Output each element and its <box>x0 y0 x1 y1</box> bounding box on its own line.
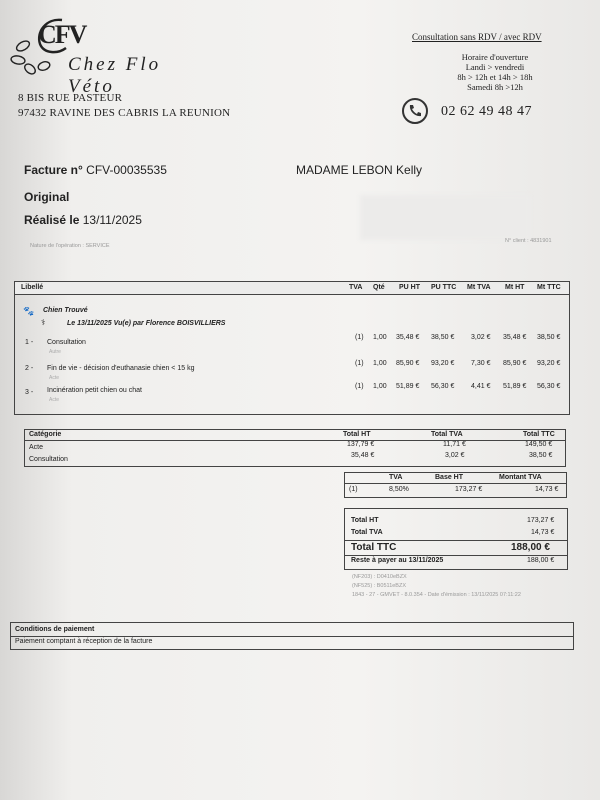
row-mtht: 35,48 € <box>503 334 527 341</box>
conditions-label: Conditions de paiement <box>15 626 95 633</box>
row-mttva: 7,30 € <box>471 360 491 367</box>
row-mtttc: 38,50 € <box>537 334 561 341</box>
conditions-text: Paiement comptant à réception de la facture <box>15 638 153 645</box>
col-qte: Qté <box>373 284 385 291</box>
cat-tva: 3,02 € <box>445 452 465 459</box>
row-puht: 51,89 € <box>396 383 420 390</box>
col-tva: TVA <box>349 284 363 291</box>
hours-line: Landi > vendredi <box>465 62 525 72</box>
col-puht: PU HT <box>399 284 420 291</box>
row-mtttc: 93,20 € <box>537 360 561 367</box>
opening-hours <box>440 52 550 92</box>
total-ttc-label: Total TTC <box>351 542 397 553</box>
totals-box <box>344 508 568 570</box>
vat-rate: 8,50% <box>389 486 409 493</box>
address-line-2: 97432 RAVINE DES CABRIS LA REUNION <box>18 107 231 119</box>
cat-name: Consultation <box>29 456 68 463</box>
row-mtht: 51,89 € <box>503 383 527 390</box>
conditions-divider <box>11 636 573 637</box>
cat-ht: 35,48 € <box>351 452 375 459</box>
total-divider <box>345 555 567 556</box>
vat-code: (1) <box>349 486 358 493</box>
realise-line <box>24 213 142 227</box>
col-vat: TVA <box>389 474 403 481</box>
redacted-area <box>360 195 530 240</box>
row-label: Fin de vie - décision d'euthanasie chien < 15 kg <box>47 365 195 372</box>
brand-name: Chez Flo Véto <box>68 54 162 97</box>
cat-ttc: 149,50 € <box>525 441 553 448</box>
ref-nf203: (NF203) : D0410eBZX <box>352 574 407 580</box>
col-base-ht: Base HT <box>435 474 464 481</box>
invoice-lines-table <box>14 281 570 415</box>
col-mtht: Mt HT <box>505 284 525 291</box>
clinic-logo <box>8 14 208 97</box>
row-qte: 1,00 <box>373 334 387 341</box>
total-divider <box>345 540 567 541</box>
nature-operation: Nature de l'opération : SERVICE <box>30 243 110 249</box>
original-label: Original <box>24 190 70 204</box>
animal-name: Chien Trouvé <box>43 307 88 314</box>
invoice-number <box>24 163 167 177</box>
stethoscope-icon: ⚕ <box>41 318 46 327</box>
consultation-note: Consultation sans RDV / avec RDV <box>412 32 542 42</box>
col-total-ht: Total HT <box>343 431 371 438</box>
row-puttc: 93,20 € <box>431 360 455 367</box>
phone-number: 02 62 49 48 47 <box>441 104 532 119</box>
category-header <box>25 430 565 441</box>
payment-conditions <box>10 622 574 650</box>
row-puttc: 56,30 € <box>431 383 455 390</box>
cat-name: Acte <box>29 444 44 451</box>
vat-base: 173,27 € <box>455 486 483 493</box>
row-qte: 1,00 <box>373 360 387 367</box>
row-tva: (1) <box>355 334 364 341</box>
realise-date: 13/11/2025 <box>82 213 142 227</box>
phone-icon <box>402 98 428 124</box>
total-ttc-value: 188,00 € <box>511 542 550 553</box>
visit-info: Le 13/11/2025 Vu(e) par Florence BOISVILLIERS <box>67 320 226 327</box>
vat-table <box>344 472 567 498</box>
col-puttc: PU TTC <box>431 284 457 291</box>
invoice-number-label: Facture n° <box>24 163 83 177</box>
row-num: 1 - <box>25 339 34 346</box>
col-libelle: Libellé <box>21 284 44 291</box>
vat-header <box>345 473 566 484</box>
row-sub: Acte <box>49 397 60 403</box>
cat-ht: 137,79 € <box>347 441 375 448</box>
row-mttva: 4,41 € <box>471 383 491 390</box>
col-montant-tva: Montant TVA <box>499 474 542 481</box>
cat-ttc: 38,50 € <box>529 452 553 459</box>
col-total-tva: Total TVA <box>431 431 463 438</box>
client-name: MADAME LEBON Kelly <box>296 163 423 177</box>
hours-line: Horaire d'ouverture <box>461 52 529 62</box>
paw-icon: 🐾 <box>23 306 35 316</box>
col-total-ttc: Total TTC <box>523 431 555 438</box>
cat-tva: 11,71 € <box>443 441 466 448</box>
hours-line: 8h > 12h et 14h > 18h <box>457 72 533 82</box>
row-mttva: 3,02 € <box>471 334 491 341</box>
row-num: 2 - <box>25 365 34 372</box>
row-puht: 35,48 € <box>396 334 420 341</box>
row-label: Incinération petit chien ou chat <box>47 387 142 394</box>
total-ht-value: 173,27 € <box>527 517 555 524</box>
row-puttc: 38,50 € <box>431 334 455 341</box>
row-tva: (1) <box>355 383 364 390</box>
table-header <box>15 282 569 295</box>
row-mtttc: 56,30 € <box>537 383 561 390</box>
invoice-number-value: CFV-00035535 <box>86 163 167 177</box>
reste-value: 188,00 € <box>527 557 555 564</box>
col-mtttc: Mt TTC <box>537 284 561 291</box>
row-qte: 1,00 <box>373 383 387 390</box>
row-mtht: 85,90 € <box>503 360 527 367</box>
vat-amount: 14,73 € <box>535 486 559 493</box>
ref-nf525: (NF525) : B0511eBZX <box>352 583 407 589</box>
total-ht-label: Total HT <box>351 517 379 524</box>
row-num: 3 - <box>25 389 34 396</box>
realise-label: Réalisé le <box>24 213 80 227</box>
reste-label: Reste à payer au 13/11/2025 <box>351 557 444 564</box>
row-puht: 85,90 € <box>396 360 420 367</box>
row-sub: Autre <box>49 349 61 355</box>
hours-line: Samedi 8h >12h <box>467 82 523 92</box>
address-line-1: 8 BIS RUE PASTEUR <box>18 92 123 104</box>
col-categorie: Catégorie <box>29 431 62 438</box>
logo-letters: CFV <box>38 20 86 49</box>
row-tva: (1) <box>355 360 364 367</box>
ref-emission: 1843 - 27 - GMVET - 8.0.354 - Date d'émission : 13/11/2025 07:11:22 <box>352 592 521 598</box>
client-number: N° client : 4831901 <box>505 238 552 244</box>
row-sub: Acte <box>49 375 60 381</box>
col-mttva: Mt TVA <box>467 284 491 291</box>
category-table <box>24 429 566 467</box>
total-tva-label: Total TVA <box>351 529 383 536</box>
row-label: Consultation <box>47 339 86 346</box>
total-tva-value: 14,73 € <box>531 529 555 536</box>
